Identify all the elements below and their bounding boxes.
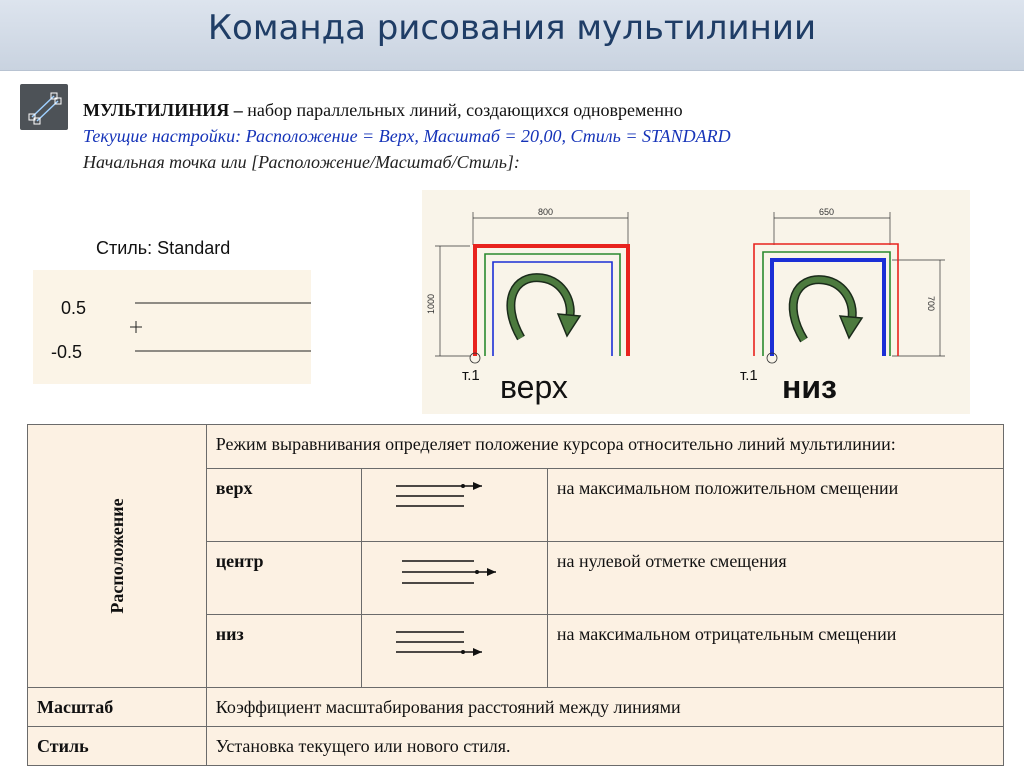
rotation-arrow-head bbox=[840, 316, 862, 338]
caption-bottom: низ bbox=[782, 369, 837, 405]
diagram-top-justification bbox=[426, 207, 628, 405]
dim-width-label: 650 bbox=[819, 207, 835, 217]
symbol-center-cell bbox=[361, 542, 547, 615]
justification-description: Режим выравнивания определяет положение курсора относительно линий мультилинии: bbox=[206, 425, 1003, 469]
dim-height-label: 1000 bbox=[426, 293, 436, 314]
rotation-arrow bbox=[793, 280, 852, 340]
offset-top-label: 0.5 bbox=[61, 298, 87, 318]
option-bottom-description: на максимальном отрицательным смещении bbox=[547, 615, 1003, 688]
title-bar bbox=[0, 0, 1024, 71]
scale-label: Масштаб bbox=[28, 688, 207, 727]
justification-diagram bbox=[422, 190, 970, 414]
options-table bbox=[27, 424, 1004, 766]
style-sample-panel bbox=[33, 270, 311, 384]
justify-center-symbol bbox=[362, 547, 542, 603]
diagram-bottom-justification bbox=[740, 207, 945, 405]
green-line bbox=[763, 252, 890, 356]
rotation-arrow-head bbox=[558, 314, 580, 336]
term: МУЛЬТИЛИНИЯ – bbox=[83, 100, 243, 120]
definition-text: набор параллельных линий, создающихся одновременно bbox=[247, 100, 683, 120]
option-top-description: на максимальном положительном смещении bbox=[547, 469, 1003, 542]
justify-bottom-symbol bbox=[362, 620, 542, 676]
page-title: Команда рисования мультилинии bbox=[207, 8, 817, 48]
multiline-icon[interactable] bbox=[20, 84, 68, 130]
dim-width-label: 800 bbox=[538, 207, 554, 217]
justify-top-symbol bbox=[362, 474, 542, 530]
caption-top: верх bbox=[500, 369, 568, 405]
offset-bottom-label: -0.5 bbox=[51, 342, 83, 362]
option-bottom: низ bbox=[206, 615, 361, 688]
symbol-bottom-cell bbox=[361, 615, 547, 688]
point-label: т.1 bbox=[740, 367, 758, 384]
style-label: Стиль: Standard bbox=[96, 238, 231, 258]
scale-description: Коэффициент масштабирования расстояний между линиями bbox=[206, 688, 1003, 727]
dim-height-label: 700 bbox=[926, 296, 936, 312]
point-label: т.1 bbox=[462, 367, 480, 384]
option-top: верх bbox=[206, 469, 361, 542]
prompt-line: Начальная точка или [Расположение/Масштаб/Стиль]: bbox=[83, 152, 520, 172]
style-option-label: Стиль bbox=[28, 727, 207, 766]
table-row bbox=[28, 425, 1004, 469]
green-line bbox=[485, 254, 620, 356]
origin-marker bbox=[130, 321, 142, 333]
section-cell bbox=[28, 425, 207, 688]
table-row bbox=[28, 688, 1004, 727]
table-row bbox=[28, 727, 1004, 766]
symbol-top-cell bbox=[361, 469, 547, 542]
current-settings-line: Текущие настройки: Расположение = Верх, Масштаб = 20,00, Стиль = STANDARD bbox=[83, 126, 731, 146]
option-center-description: на нулевой отметке смещения bbox=[547, 542, 1003, 615]
style-option-description: Установка текущего или нового стиля. bbox=[206, 727, 1003, 766]
option-center: центр bbox=[206, 542, 361, 615]
section-label: Расположение bbox=[106, 498, 127, 614]
definition-line bbox=[83, 100, 683, 121]
